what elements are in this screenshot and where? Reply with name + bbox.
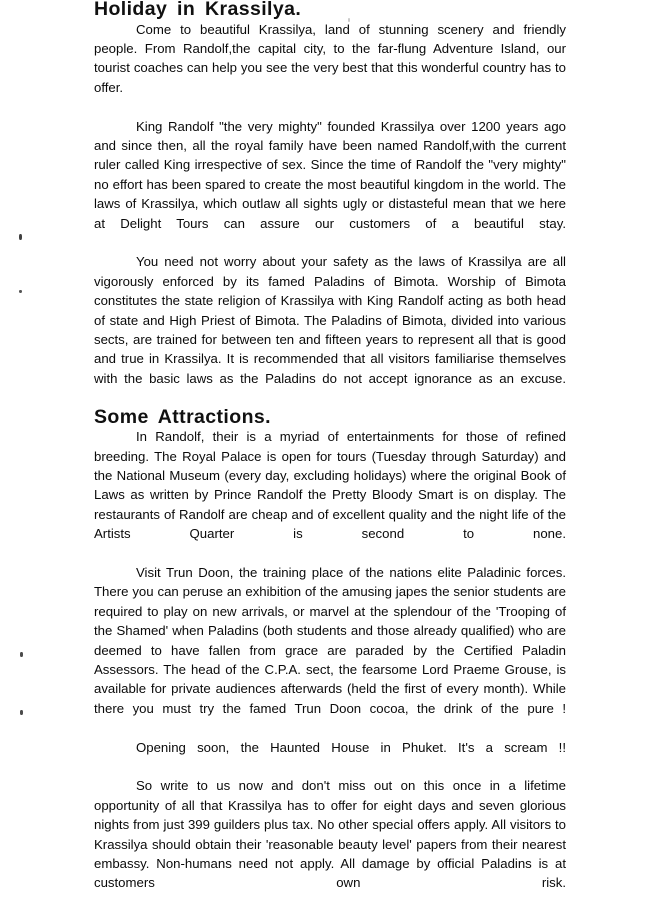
paragraph: Opening soon, the Haunted House in Phuket. It's a scream !! [136,739,566,755]
paragraph: Visit Trun Doon, the training place of the nations elite Paladinic forces. There you can peruse an exhibition of the amusing japes the senior students are required to play on new arrivals, or marvel at the splendour of the 'Trooping of the Shamed' when Paladins (both students and those already qualified) who are deemed to have fallen from grace are paraded by the Certified Paladin Assessors. The head of the C.P.A. sect, the fearsome Lord Praeme Grouse, is available for private audiences afterwards (held the first of every month). While there you must try the famed Trun Doon cocoa, the drink of the pure ! [94,564,566,716]
paragraph: In Randolf, their is a myriad of entertainments for those of refined breeding. The Royal Palace is open for tours (Tuesday through Saturday) and the National Museum (every day, excluding holidays) where the original Book of Laws as written by Prince Randolf the Pretty Bloody Smart is on display. The restaurants of Randolf are cheap and of excellent quality and the night life of the Artists Quarter is second to none. [94,429,566,542]
scan-speck [20,710,23,715]
paragraph: You need not worry about your safety as the laws of Krassilya are all vigorously enforced by its famed Paladins of Bimota. Worship of Bimota constitutes the state religion of Krassilya with King Randolf acting as both head of state and High Priest of Bimota. The Paladins of Bimota, divided into various sects, are trained for between ten and fifteen years to represent all that is good and true in Krassilya. It is recommended that all visitors familiarise themselves with the basic laws as the Paladins do not accept ignorance as an excuse. [94,254,566,386]
scan-speck [348,18,350,22]
scan-speck [20,652,23,657]
closing-paragraph: So write to us now and don't miss out on this once in a lifetime opportunity of all that Krassilya has to offer for eight days and seven glorious nights from just 399 guilders plus tax. No other special offers apply. All visitors to Krassilya should obtain their 'reasonable beauty level' papers from their nearest embassy. Non-humans need not apply. All damage by official Paladins is at customers own risk. [94,778,566,891]
page-title: Holiday in Krassilya. [94,0,302,20]
paragraph: King Randolf "the very mighty" founded Krassilya over 1200 years ago and since then, all the royal family have been named Randolf,with the current ruler called King irrespective of sex. Since the time of Randolf the "very mighty" no effort has been spared to create the most beautiful kingdom in the world. The laws of Krassilya, which outlaw all sights ugly or distasteful mean that we here at Delight Tours can assure our customers of a beautiful stay. [94,118,566,231]
paragraph: Come to beautiful Krassilya, land of stunning scenery and friendly people. From Randolf,the capital city, to the far-flung Adventure Island, our tourist coaches can help you see the very best that this wonderful country has to offer. [94,21,566,95]
scan-speck [19,290,22,293]
section-heading-attractions: Some Attractions. [94,405,271,428]
scan-speck [19,234,22,240]
document-text-column [94,0,566,912]
